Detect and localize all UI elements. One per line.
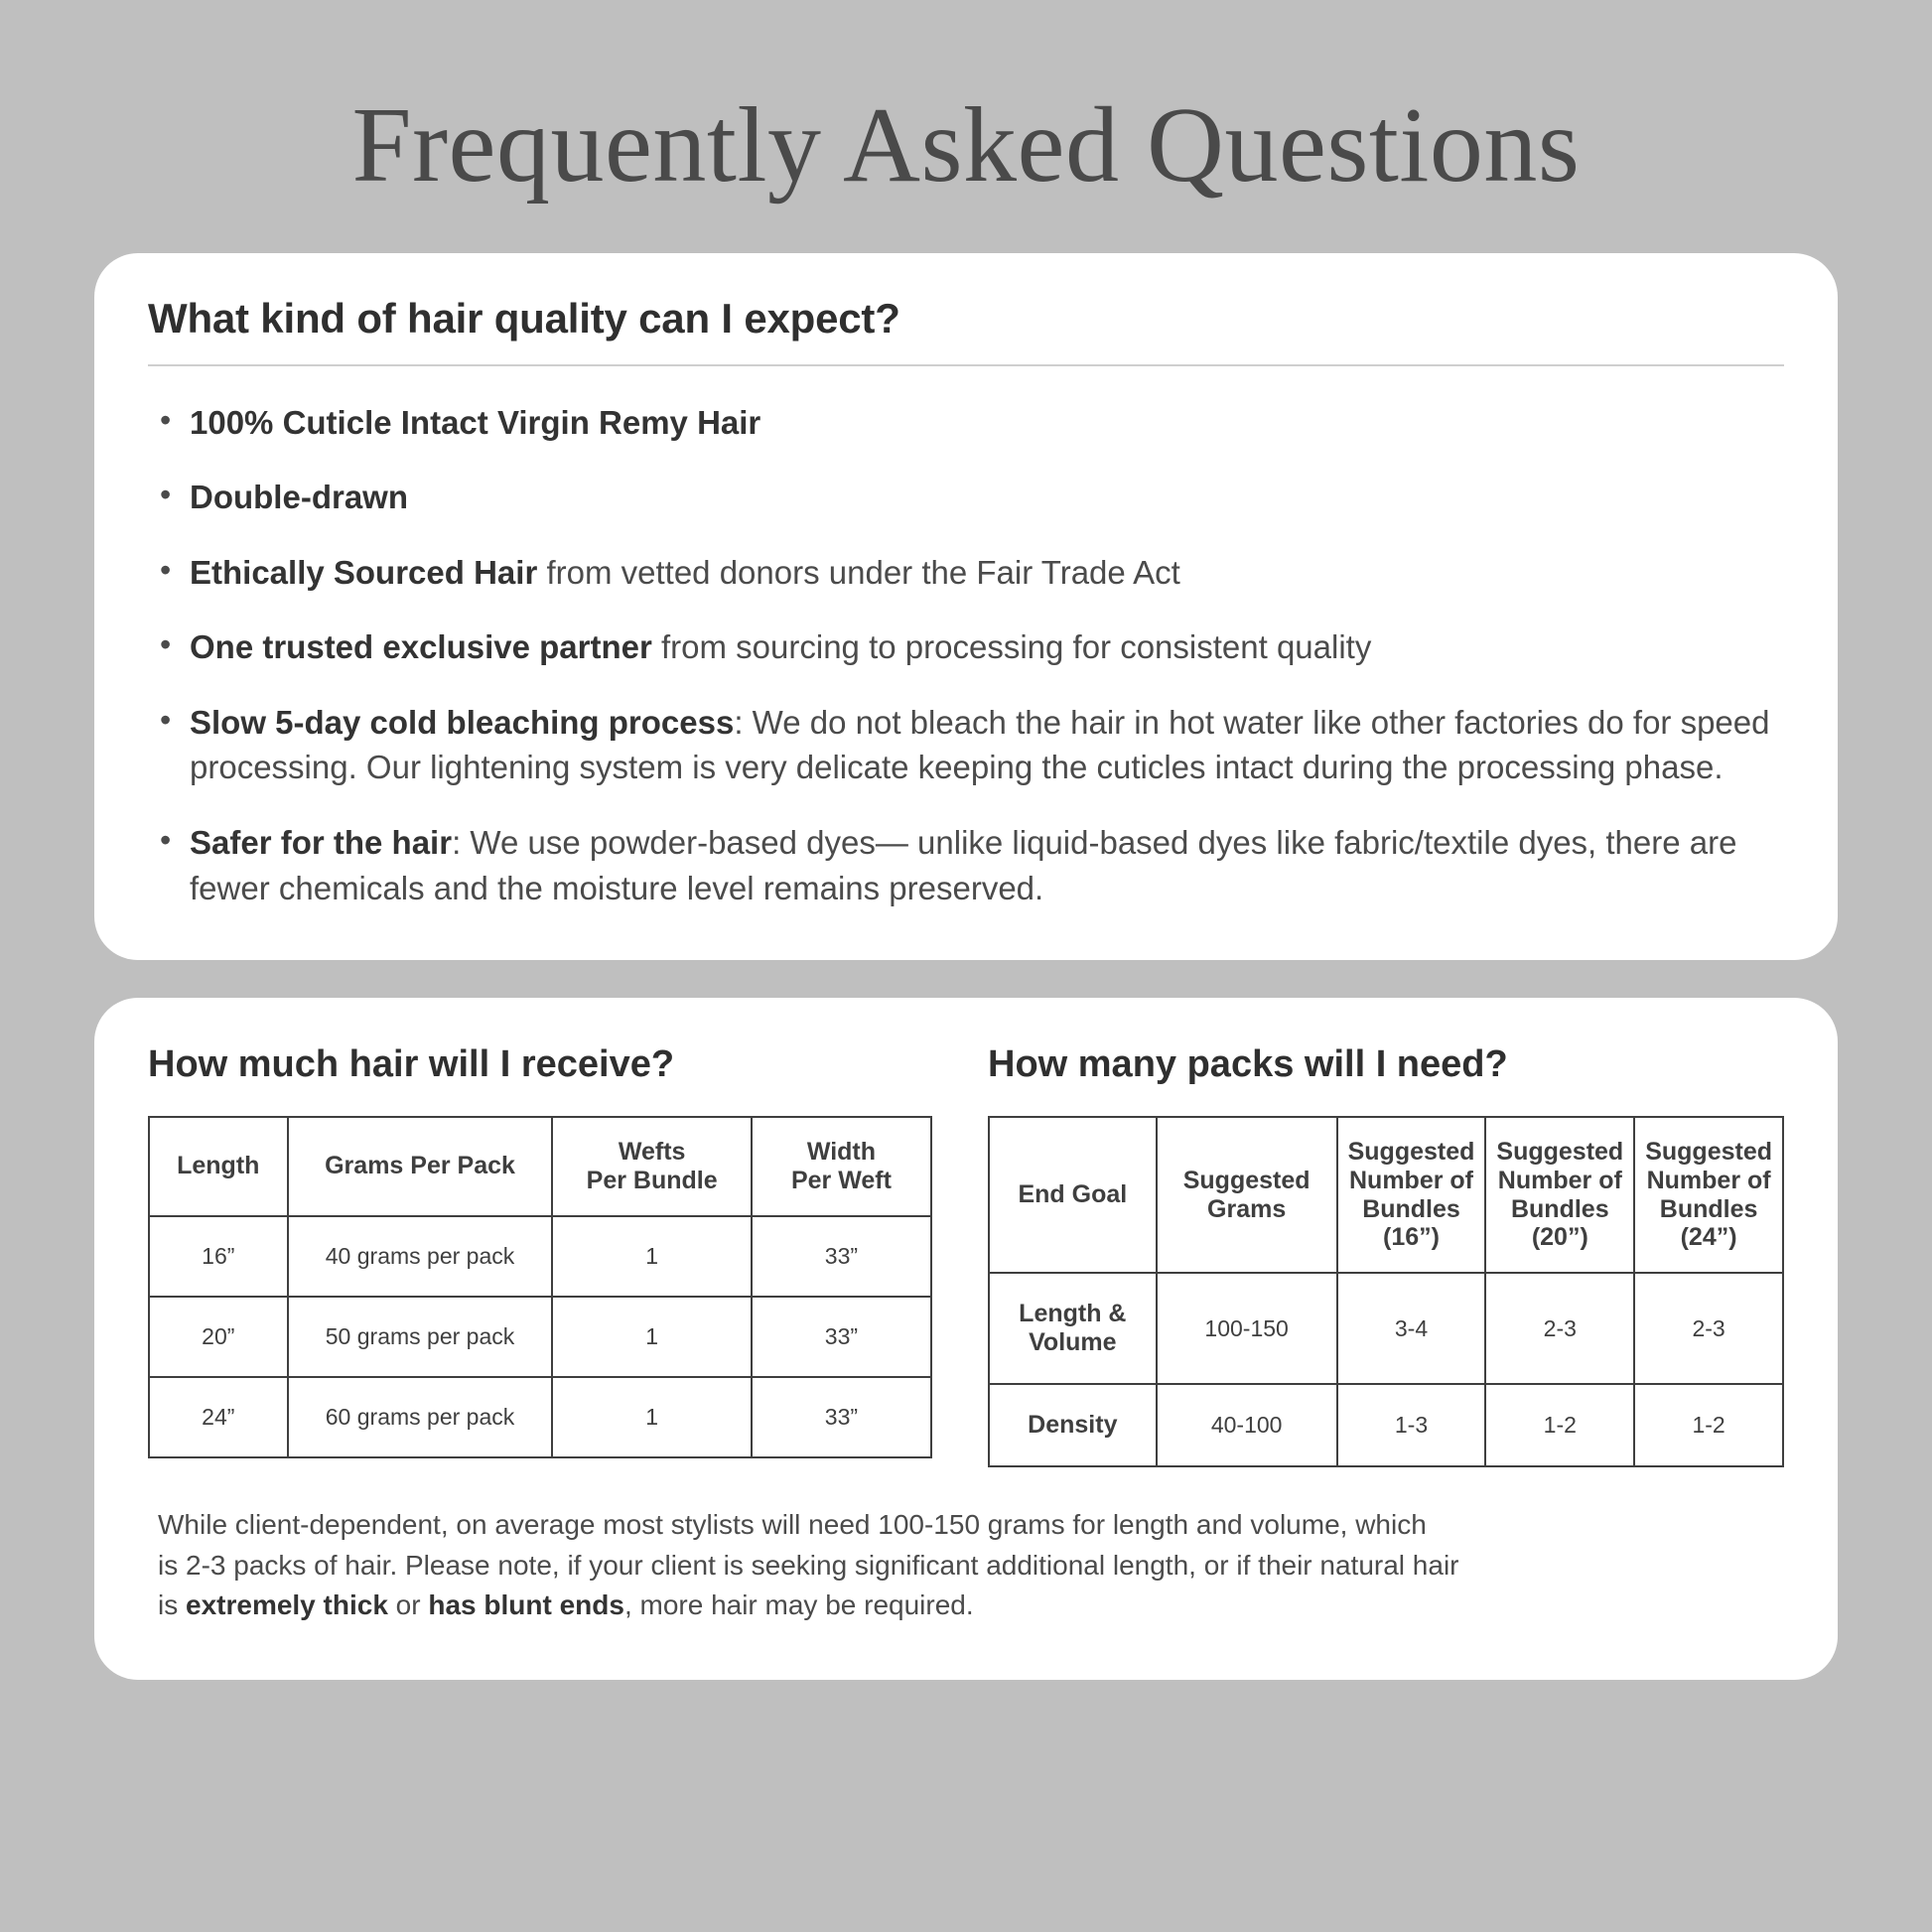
packs-question: How many packs will I need? bbox=[988, 1043, 1508, 1086]
tables-row bbox=[148, 1043, 1784, 1467]
note-line-3-suffix: , more hair may be required. bbox=[623, 1589, 974, 1621]
column-header: Width Per Weft bbox=[752, 1117, 931, 1216]
table-cell: 40 grams per pack bbox=[288, 1216, 553, 1297]
table-cell: 24” bbox=[149, 1377, 288, 1457]
bullet-item bbox=[148, 700, 1784, 790]
table-cell: 3-4 bbox=[1337, 1273, 1486, 1384]
column-header: Length bbox=[149, 1117, 288, 1216]
table-cell: 33” bbox=[752, 1297, 931, 1377]
table-row bbox=[989, 1273, 1783, 1384]
table-row bbox=[989, 1384, 1783, 1466]
bullet-item bbox=[148, 475, 1784, 520]
bullet-strong: Slow 5-day cold bleaching process bbox=[190, 703, 735, 741]
bullet-item bbox=[148, 820, 1784, 910]
column-header: Suggested Number of Bundles (16”) bbox=[1337, 1117, 1486, 1273]
packs-table bbox=[988, 1116, 1784, 1467]
bullet-strong: Safer for the hair bbox=[190, 823, 453, 861]
bullet-text: : We use powder-based dyes— unlike liquid-based dyes like fabric/textile dyes, there are fewer chemicals and the moisture level remains preserved. bbox=[190, 823, 1737, 906]
bullet-item bbox=[148, 550, 1784, 596]
table-cell: 1 bbox=[552, 1377, 751, 1457]
table-cell: 33” bbox=[752, 1216, 931, 1297]
table-cell: 2-3 bbox=[1634, 1273, 1783, 1384]
packs-note bbox=[148, 1505, 1784, 1626]
note-bold-blunt: has blunt ends bbox=[428, 1589, 624, 1621]
hair-amount-card bbox=[94, 998, 1838, 1680]
hair-quality-card bbox=[94, 253, 1838, 960]
row-header-cell: Length & Volume bbox=[989, 1273, 1157, 1384]
column-header: Wefts Per Bundle bbox=[552, 1117, 751, 1216]
note-line-3-mid: or bbox=[387, 1589, 429, 1621]
table-cell: 2-3 bbox=[1485, 1273, 1634, 1384]
column-header: Suggested Grams bbox=[1157, 1117, 1337, 1273]
table-row bbox=[149, 1377, 931, 1457]
note-line-3-prefix: is bbox=[158, 1589, 186, 1621]
bullet-text: : We do not bleach the hair in hot water like other factories do for speed processing. Our lightening system is very delicate keeping the cuticles intact during the processing phase. bbox=[190, 703, 1770, 786]
table-cell: 1 bbox=[552, 1297, 751, 1377]
bullet-text: from sourcing to processing for consistent quality bbox=[651, 628, 1372, 666]
table-row bbox=[149, 1297, 931, 1377]
packs-block bbox=[988, 1043, 1784, 1467]
note-line-1: While client-dependent, on average most stylists will need 100-150 grams for length and volume, which bbox=[158, 1509, 1427, 1541]
column-header: Suggested Number of Bundles (24”) bbox=[1634, 1117, 1783, 1273]
bullet-strong: 100% Cuticle Intact Virgin Remy Hair bbox=[190, 403, 761, 441]
column-header: End Goal bbox=[989, 1117, 1157, 1273]
column-header: Grams Per Pack bbox=[288, 1117, 553, 1216]
bullet-item bbox=[148, 624, 1784, 670]
table-cell: 1-2 bbox=[1485, 1384, 1634, 1466]
bullet-strong: Double-drawn bbox=[190, 479, 408, 516]
amount-question: How much hair will I receive? bbox=[148, 1043, 675, 1086]
table-cell: 20” bbox=[149, 1297, 288, 1377]
bullet-text: from vetted donors under the Fair Trade Act bbox=[537, 553, 1180, 591]
row-header-cell: Density bbox=[989, 1384, 1157, 1466]
bullet-strong: Ethically Sourced Hair bbox=[190, 553, 538, 591]
table-cell: 100-150 bbox=[1157, 1273, 1337, 1384]
table-cell: 33” bbox=[752, 1377, 931, 1457]
page-title: Frequently Asked Questions bbox=[351, 86, 1581, 205]
bullet-item bbox=[148, 400, 1784, 446]
divider bbox=[148, 364, 1784, 366]
table-cell: 16” bbox=[149, 1216, 288, 1297]
table-cell: 1-3 bbox=[1337, 1384, 1486, 1466]
note-bold-thick: extremely thick bbox=[186, 1589, 388, 1621]
table-header-row bbox=[989, 1117, 1783, 1273]
table-cell: 40-100 bbox=[1157, 1384, 1337, 1466]
column-header: Suggested Number of Bundles (20”) bbox=[1485, 1117, 1634, 1273]
amount-block bbox=[148, 1043, 932, 1458]
table-cell: 1 bbox=[552, 1216, 751, 1297]
table-cell: 50 grams per pack bbox=[288, 1297, 553, 1377]
table-cell: 60 grams per pack bbox=[288, 1377, 553, 1457]
note-line-2: is 2-3 packs of hair. Please note, if your client is seeking significant additional length, or if their natural hair bbox=[158, 1549, 1459, 1581]
table-header-row bbox=[149, 1117, 931, 1216]
table-row bbox=[149, 1216, 931, 1297]
table-cell: 1-2 bbox=[1634, 1384, 1783, 1466]
amount-table bbox=[148, 1116, 932, 1458]
hair-quality-bullet-list bbox=[148, 400, 1784, 910]
hair-quality-question: What kind of hair quality can I expect? bbox=[148, 294, 900, 342]
bullet-strong: One trusted exclusive partner bbox=[190, 628, 652, 666]
